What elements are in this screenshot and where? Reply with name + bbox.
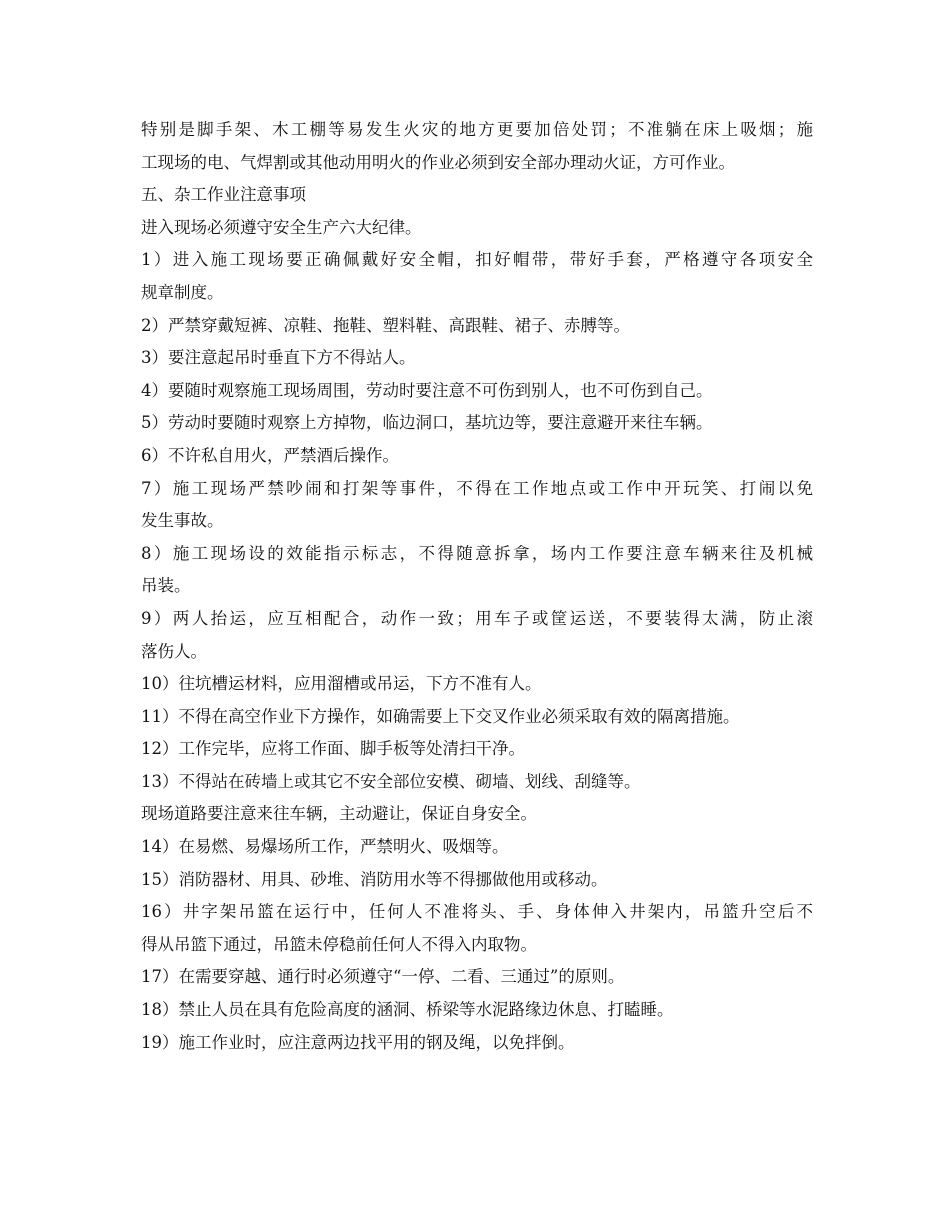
text-line: 13）不得站在砖墙上或其它不安全部位安模、砌墙、划线、刮缝等。 — [141, 771, 641, 791]
text-line: 14）在易燃、易爆场所工作，严禁明火、吸烟等。 — [141, 837, 509, 857]
text-line: 6）不许私自用火，严禁酒后操作。 — [141, 445, 399, 465]
text-line: 17）在需要穿越、通行时必须遵守“一停、二看、三通过”的原则。 — [141, 967, 625, 987]
text-line: 现场道路要注意来往车辆，主动避让，保证自身安全。 — [141, 804, 537, 824]
text-line: 9）两人抬运，应互相配合，动作一致；用车子或筐运送，不要装得太满，防止滚 — [141, 608, 813, 628]
text-line: 工现场的电、气焊割或其他动用明火的作业必须到安全部办理动火证，方可作业。 — [141, 152, 735, 172]
text-line: 2）严禁穿戴短裤、凉鞋、拖鞋、塑料鞋、高跟鞋、裙子、赤膊等。 — [141, 315, 630, 335]
text-line: 特别是脚手架、木工棚等易发生火灾的地方更要加倍处罚；不准躺在床上吸烟；施 — [141, 120, 813, 139]
text-line: 3）要注意起吊时垂直下方不得站人。 — [141, 348, 416, 368]
document-body — [141, 114, 813, 1059]
text-line: 发生事故。 — [141, 511, 224, 531]
text-line: 吊装。 — [141, 576, 191, 596]
text-line: 5）劳动时要随时观察上方掉物，临边洞口，基坑边等，要注意避开来往车辆。 — [141, 413, 713, 433]
text-line: 规章制度。 — [141, 282, 224, 302]
text-line: 18）禁止人员在具有危险高度的涵洞、桥梁等水泥路缘边休息、打瞌睡。 — [141, 1000, 674, 1020]
text-line: 11）不得在高空作业下方操作，如确需要上下交叉作业必须采取有效的隔离措施。 — [141, 706, 740, 726]
text-line: 15）消防器材、用具、砂堆、消防用水等不得挪做他用或移动。 — [141, 869, 608, 889]
text-line: 10）往坑槽运材料，应用溜槽或吊运，下方不准有人。 — [141, 674, 542, 694]
text-line: 1）进入施工现场要正确佩戴好安全帽，扣好帽带，带好手套，严格遵守各项安全 — [141, 250, 813, 270]
text-line: 12）工作完毕，应将工作面、脚手板等处清扫干净。 — [141, 739, 525, 759]
text-line: 8）施工现场设的效能指示标志，不得随意拆拿，场内工作要注意车辆来往及机械 — [141, 543, 813, 563]
text-line: 得从吊篮下通过，吊篮未停稳前任何人不得入内取物。 — [141, 934, 537, 954]
text-line: 五、杂工作业注意事项 — [141, 185, 306, 205]
text-line: 7）施工现场严禁吵闹和打架等事件，不得在工作地点或工作中开玩笑、打闹以免 — [141, 478, 813, 498]
text-line: 4）要随时观察施工现场周围，劳动时要注意不可伤到别人，也不可伤到自己。 — [141, 380, 713, 400]
text-line: 16）井字架吊篮在运行中，任何人不准将头、手、身体伸入井架内，吊篮升空后不 — [141, 902, 813, 922]
text-line: 落伤人。 — [141, 641, 207, 661]
text-line: 19）施工作业时，应注意两边找平用的钢及绳，以免拌倒。 — [141, 1032, 575, 1052]
text-line: 进入现场必须遵守安全生产六大纪律。 — [141, 217, 422, 237]
